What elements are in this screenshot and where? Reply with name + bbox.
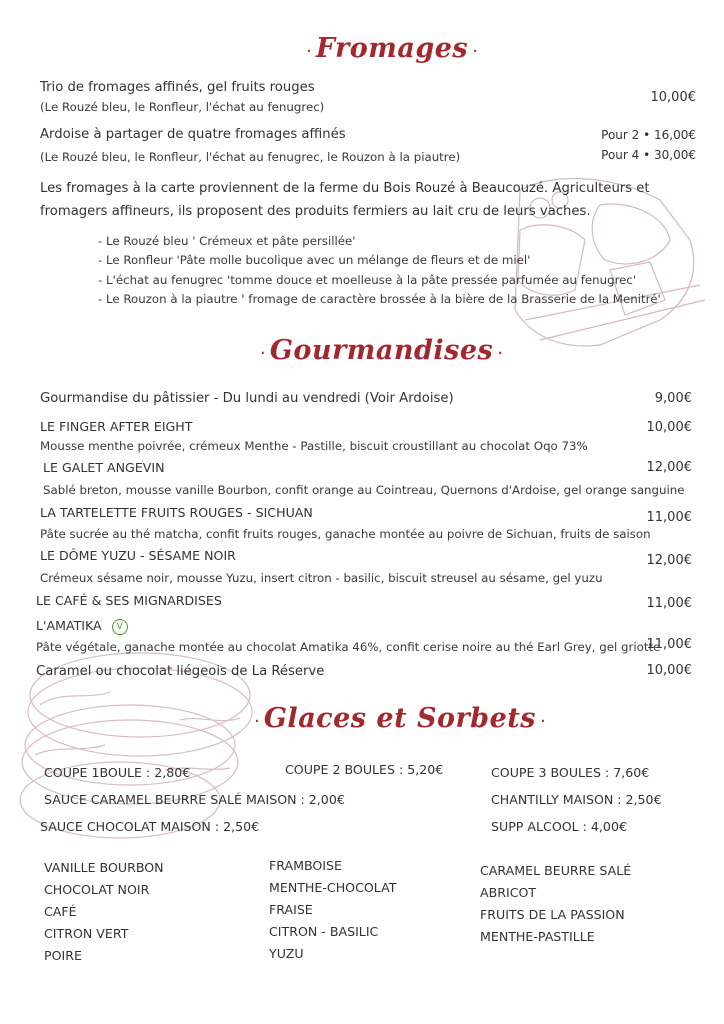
title-dot: · (254, 711, 260, 732)
flavor-column-2 (269, 855, 396, 965)
flavor-column-1 (44, 857, 164, 967)
menu-item-price-4: Pour 4 • 30,00€ (601, 148, 696, 162)
title-dot: · (260, 343, 266, 364)
menu-item-name: LE FINGER AFTER EIGHT (40, 419, 193, 434)
menu-item-desc: Mousse menthe poivrée, crémeux Menthe - Pastille, biscuit croustillant au chocolat Oqo 73% (40, 439, 588, 453)
menu-item-desc: Sablé breton, mousse vanille Bourbon, confit orange au Cointreau, Quernons d'Ardoise, gel orange sanguine (43, 483, 685, 497)
menu-item-name: L'AMATIKA (36, 618, 102, 633)
title-dot: · (540, 711, 546, 732)
ice-price: CHANTILLY MAISON : 2,50€ (491, 792, 662, 807)
menu-item-desc: Pâte végétale, ganache montée au chocolat Amatika 46%, confit cerise noire au thé Earl Grey, gel griotte (36, 640, 661, 654)
flavor-column-3 (480, 860, 631, 948)
ice-price: COUPE 2 BOULES : 5,20€ (285, 762, 444, 777)
menu-item-price: 10,00€ (646, 663, 692, 678)
menu-item-desc: (Le Rouzé bleu, le Ronfleur, l'échat au fenugrec) (40, 100, 325, 114)
fromages-intro: Les fromages à la carte proviennent de la ferme du Bois Rouzé à Beaucouzé. Agriculteurs et (40, 181, 650, 196)
flavor-item: FRAISE (269, 902, 313, 917)
cheese-list-item: - Le Ronfleur 'Pâte molle bucolique avec un mélange de fleurs et de miel' (98, 253, 531, 267)
menu-item-name: Ardoise à partager de quatre fromages affinés (40, 127, 346, 142)
flavor-item: MENTHE-CHOCOLAT (269, 880, 397, 895)
menu-item-desc: Crémeux sésame noir, mousse Yuzu, insert citron - basilic, biscuit streusel au sésame, gel yuzu (40, 571, 603, 585)
ice-price: SUPP ALCOOL : 4,00€ (491, 819, 627, 834)
vegan-badge-icon: V (112, 619, 128, 635)
menu-item-name: LE CAFÉ & SES MIGNARDISES (36, 593, 222, 608)
gourmandises-title: Gourmandises (269, 335, 494, 366)
cheese-list-item: - Le Rouzon à la piautre ' fromage de caractère brossée à la bière de la Brasserie de la Menitré' (98, 292, 661, 306)
flavor-item: MENTHE-PASTILLE (480, 929, 595, 944)
cheese-list-item: - L'échat au fenugrec 'tomme douce et moelleuse à la pâte pressée parfumée au fenugrec' (98, 273, 637, 287)
menu-item-name: LE GALET ANGEVIN (43, 460, 165, 475)
gourmandises-title-block (260, 335, 503, 366)
flavor-item: POIRE (44, 948, 82, 963)
menu-item-name: LE DÔME YUZU - SÉSAME NOIR (40, 548, 236, 563)
flavor-item: FRUITS DE LA PASSION (480, 907, 625, 922)
menu-item-name: Caramel ou chocolat liégeois de La Réserve (36, 664, 325, 679)
title-dot: · (472, 41, 478, 62)
menu-item-desc: Pâte sucrée au thé matcha, confit fruits rouges, ganache montée au poivre de Sichuan, fruits de saison (40, 527, 651, 541)
menu-item-desc: (Le Rouzé bleu, le Ronfleur, l'échat au fenugrec, le Rouzon à la piautre) (40, 150, 461, 164)
menu-item-name-block (36, 618, 128, 635)
flavor-item: CAFÉ (44, 904, 77, 919)
menu-item-price: 12,00€ (646, 553, 692, 568)
flavor-item: ABRICOT (480, 885, 537, 900)
title-dot: · (306, 41, 312, 62)
menu-item-name: Trio de fromages affinés, gel fruits rouges (40, 80, 315, 95)
fromages-title-block (306, 33, 478, 64)
menu-item-price: 10,00€ (650, 90, 696, 105)
title-dot: · (497, 343, 504, 364)
glaces-title-block (254, 703, 546, 734)
fromages-intro: fromagers affineurs, ils proposent des produits fermiers au lait cru de leurs vaches. (40, 204, 591, 219)
flavor-item: VANILLE BOURBON (44, 860, 164, 875)
flavor-item: CITRON - BASILIC (269, 924, 379, 939)
flavor-item: FRAMBOISE (269, 858, 342, 873)
fromages-title: Fromages (315, 33, 469, 64)
ice-price: COUPE 3 BOULES : 7,60€ (491, 765, 650, 780)
menu-item-price: 11,00€ (646, 510, 692, 525)
flavor-item: YUZU (269, 946, 304, 961)
menu-item-name: Gourmandise du pâtissier - Du lundi au vendredi (Voir Ardoise) (40, 391, 454, 406)
ice-price: SAUCE CARAMEL BEURRE SALÉ MAISON : 2,00€ (44, 792, 345, 807)
ice-price: SAUCE CHOCOLAT MAISON : 2,50€ (40, 819, 260, 834)
macaron-sketch (20, 653, 252, 838)
menu-item-price: 11,00€ (646, 637, 692, 652)
glaces-title: Glaces et Sorbets (263, 703, 536, 734)
flavor-item: CITRON VERT (44, 926, 129, 941)
ice-price: COUPE 1BOULE : 2,80€ (44, 765, 191, 780)
menu-item-price: 12,00€ (646, 460, 692, 475)
menu-item-price: 10,00€ (646, 420, 692, 435)
flavor-item: CARAMEL BEURRE SALÉ (480, 863, 632, 878)
cheese-list-item: - Le Rouzé bleu ' Crémeux et pâte persillée' (98, 234, 356, 248)
menu-item-price: 9,00€ (654, 391, 692, 406)
menu-item-price: 11,00€ (646, 596, 692, 611)
menu-item-name: LA TARTELETTE FRUITS ROUGES - SICHUAN (40, 505, 313, 520)
menu-item-price-2: Pour 2 • 16,00€ (601, 128, 696, 142)
flavor-item: CHOCOLAT NOIR (44, 882, 150, 897)
